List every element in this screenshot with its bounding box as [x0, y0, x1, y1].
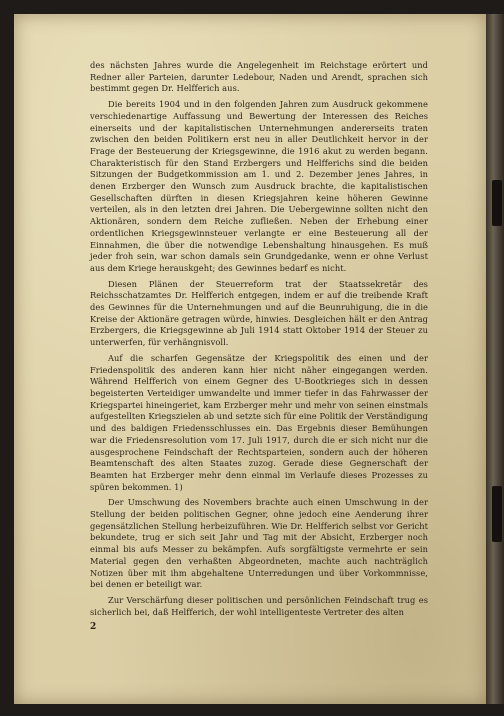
paragraph: Diesen Plänen der Steuerreform trat der Staatssekretär des Reichsschatzamtes Dr. Helfferich entgegen, indem er auf die treibende Kraft des Gewinnes für die Unternehmungen und auf die Beunruhigung, die in die Kreise der Aktionäre getragen würde, hinwies. Desgleichen hält er den Antrag Erzbergers, die Kriegsgewinne ab Juli 1914 statt Oktober 1914 der Steuer zu unterwerfen, für verhängnisvoll.	[90, 278, 428, 348]
paragraph: Der Umschwung des Novembers brachte auch einen Umschwung in der Stellung der beiden politischen Gegner, ohne jedoch eine Aenderung ihrer gegensätzlichen Stellung herbeizuführen. Wie Dr. Helfferich selbst vor Gericht bekundete, trug er sich seit Jahr und Tag mit der Absicht, Erzberger noch einmal bis aufs Messer zu bekämpfen. Aufs sorgfältigste vermehrte er sein Material gegen den verhaßten Abgeordneten, machte auch nachträglich Notizen über mit ihm abgehaltene Unterredungen und über Vorkommnisse, bei denen er beteiligt war.	[90, 497, 428, 590]
binding-tab-bottom	[492, 486, 502, 542]
paragraph: Die bereits 1904 und in den folgenden Jahren zum Ausdruck gekommene verschiedenartige Auffassung und Bewertung der Interessen des Reiches einerseits und der kapitalistischen Unternehmungen andererseits traten zwischen den beiden Politikern erst neu in aller Deutlichkeit hervor in der Frage der Besteuerung der Kriegsgewinne, die 1916 akut zu werden begann. Charakteristisch für den Stand Erzbergers und Helfferichs sind die beiden Sitzungen der Budgetkommission am 1. und 2. Dezember jenes Jahres, in denen Erzberger den Wunsch zum Ausdruck brachte, die kapitalistischen Gesellschaften dürften in diesen Kriegsjahren keine höheren Gewinne verteilen, als in den letzten drei Jahren. Die Uebergewinne sollten nicht den Aktionären, sondern dem Reiche zufließen. Neben der Erhebung einer ordentlichen Kriegsgewinnsteuer verlangte er eine Besteuerung all der Einnahmen, die über die notwendige Lebenshaltung hinausgehen. Es muß jeder froh sein, war schon damals sein Grundgedanke, wenn er ohne Verlust aus dem Kriege herauskgeht; des Gewinnes bedarf es nicht.	[90, 99, 428, 273]
paragraph: Zur Verschärfung dieser politischen und persönlichen Feindschaft trug es sicherlich bei, daß Helfferich, der wohl intelligenteste Vertreter des alten	[90, 594, 428, 617]
page-number: 2	[90, 622, 97, 632]
paragraph: Auf die scharfen Gegensätze der Kriegspolitik des einen und der Friedenspolitik des anderen kann hier nicht näher eingegangen werden. Während Helfferich von einem Gegner des U-Bootkrieges sich in dessen begeisterten Verteidiger umwandelte und immer tiefer in das Fahrwasser der Kriegspartei hineingeriet, kam Erzberger mehr und mehr von seinen einstmals aufgestellten Kriegszielen ab und setzte sich für eine Politik der Verständigung und des baldigen Friedensschlusses ein. Das Ergebnis dieser Bemühungen war die Friedensresolution vom 17. Juli 1917, durch die er sich nicht nur die ausgesprochene Feindschaft der Rechtsparteien, sondern auch der höheren Beamtenschaft des alten Staates zuzog. Gerade diese Gegnerschaft der Beamten hat Erzberger mehr denn einmal im Verlaufe dieses Prozesses zu spüren bekommen. 1)	[90, 352, 428, 492]
body-text	[90, 60, 428, 622]
binding-tab-top	[492, 180, 502, 226]
paragraph: des nächsten Jahres wurde die Angelegenheit im Reichstage erörtert und Redner aller Parteien, darunter Ledebour, Naden und Arendt, sprachen sich bestimmt gegen Dr. Helfferich aus.	[90, 60, 428, 94]
page-edge	[486, 14, 504, 704]
